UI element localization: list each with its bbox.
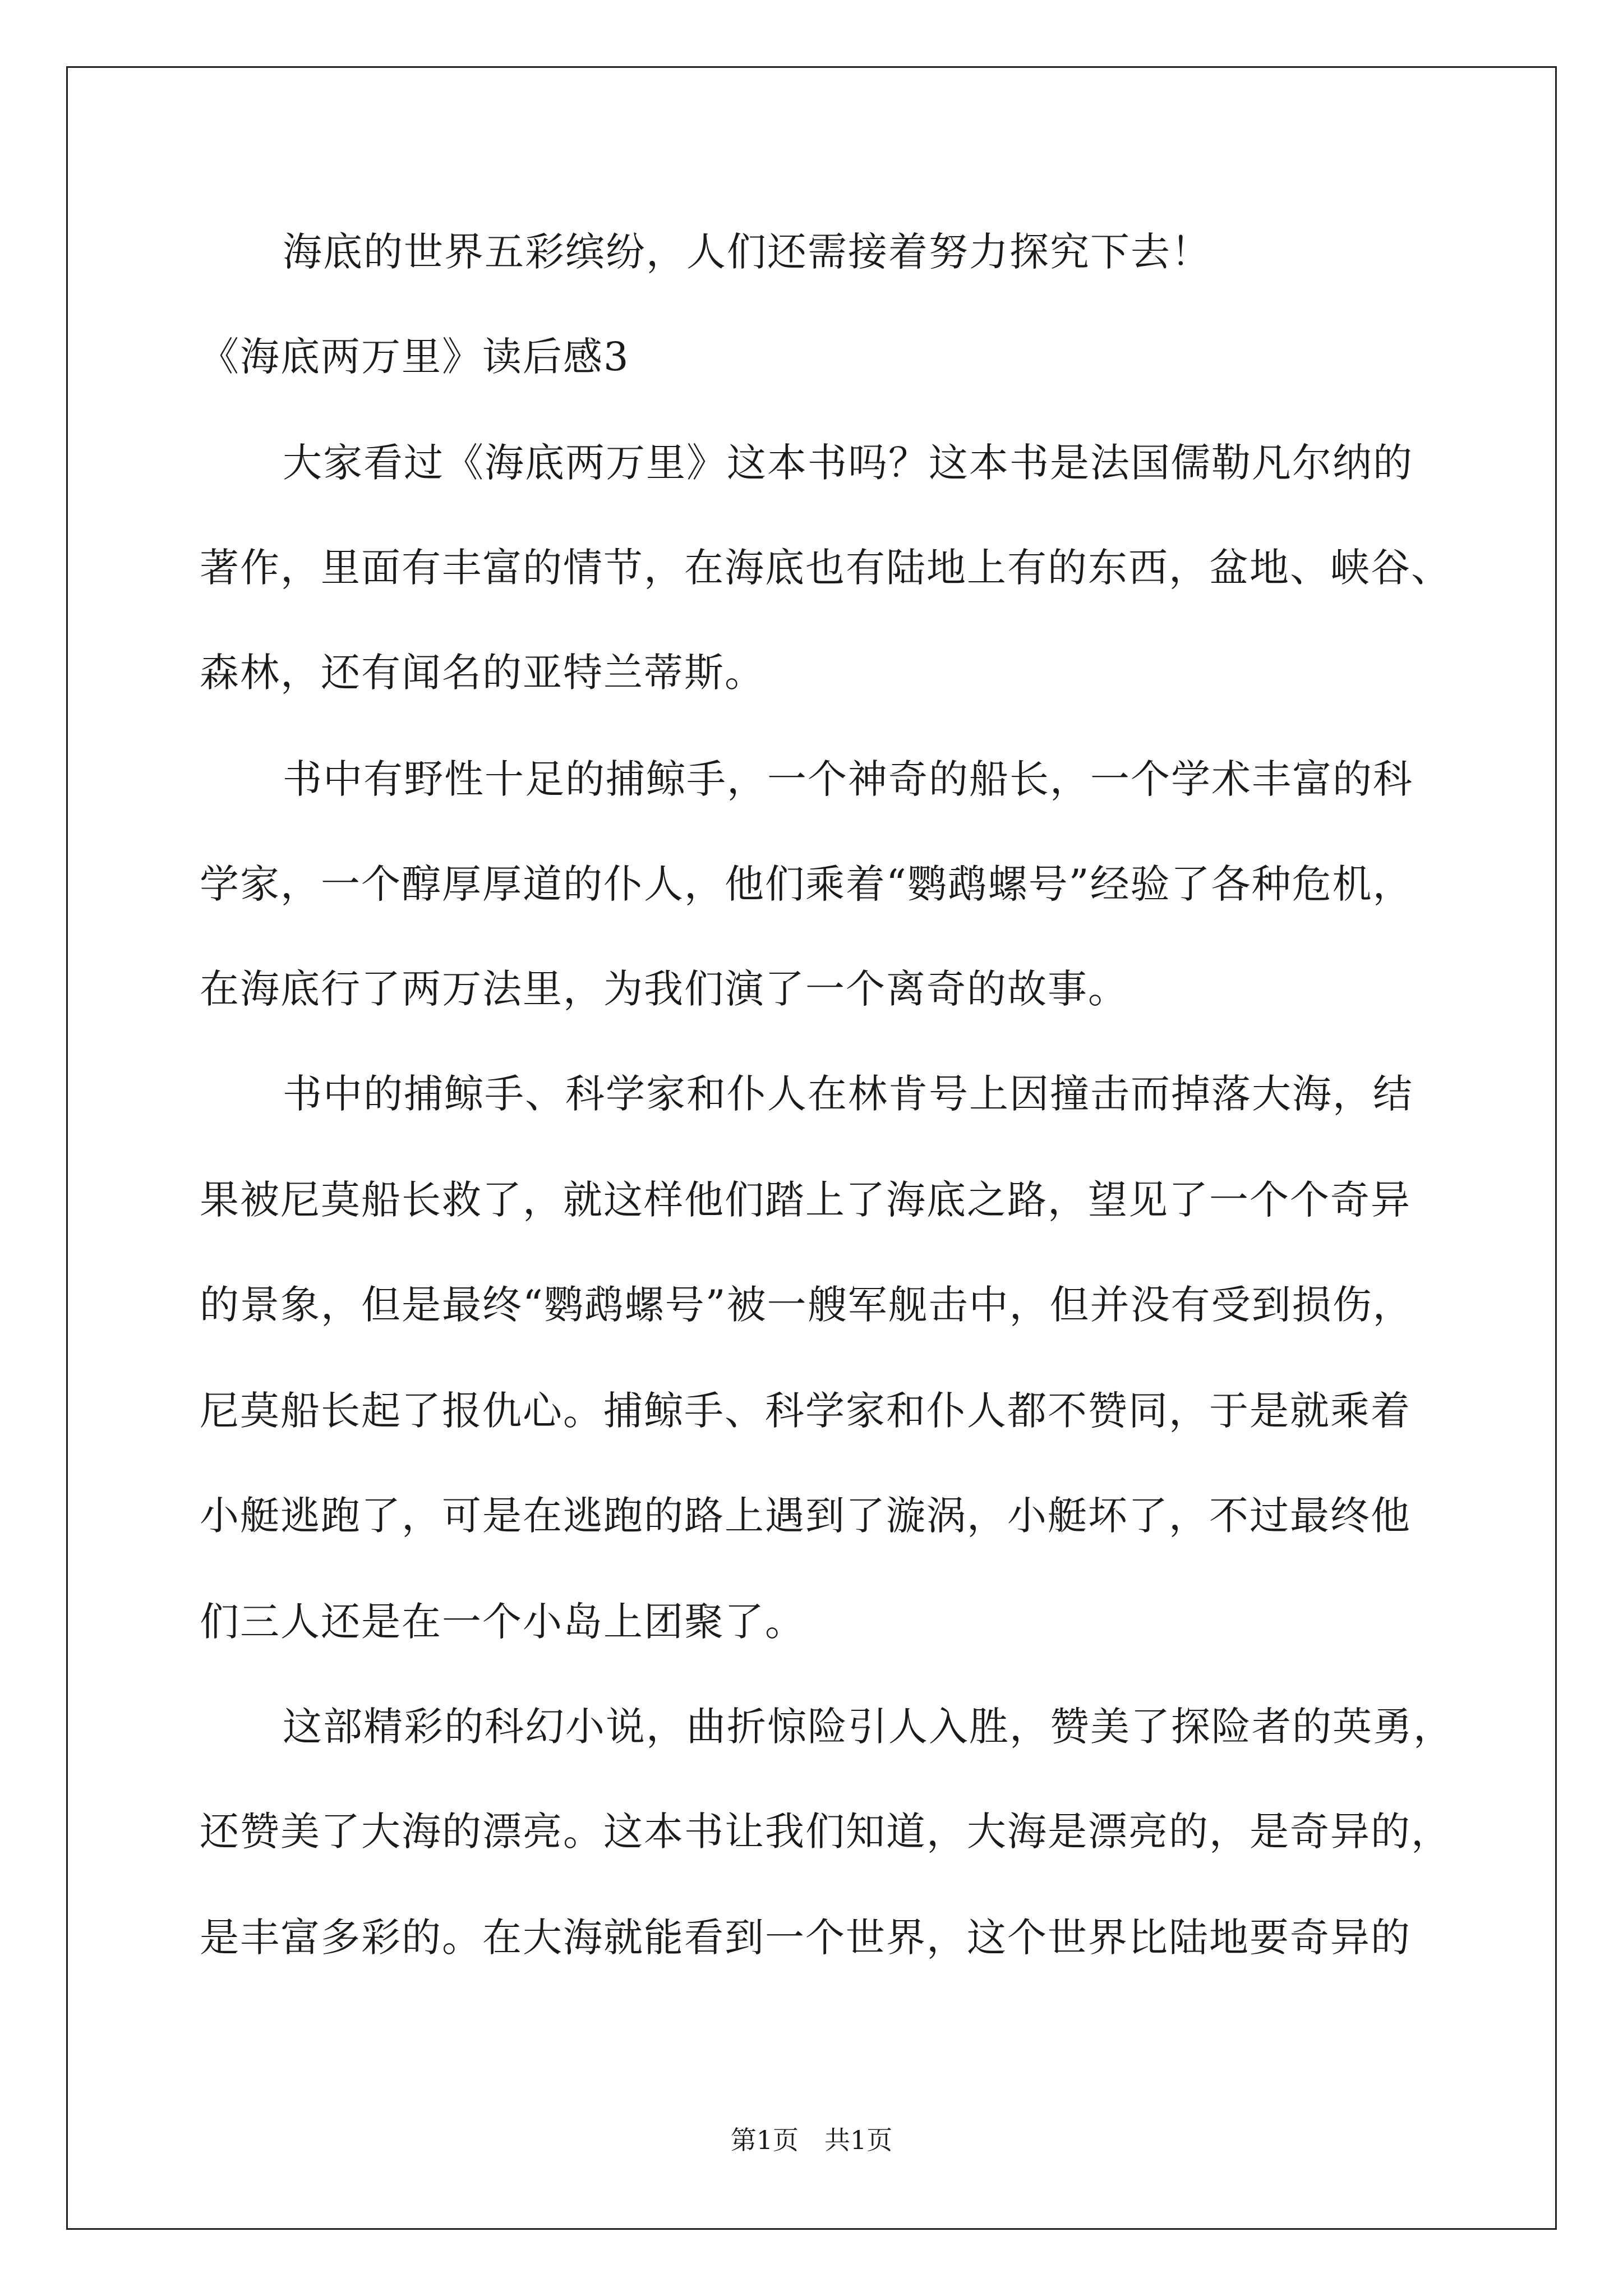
section-heading: 《海底两万里》读后感3 xyxy=(200,334,630,380)
paragraph-line: 在海底行了两万法里，为我们演了一个离奇的故事。 xyxy=(200,966,1128,1012)
paragraph-line: 这部精彩的科幻小说，曲折惊险引人入胜，赞美了探险者的英勇， xyxy=(283,1704,1454,1750)
page-border xyxy=(66,66,1557,2230)
paragraph-line: 森林，还有闻名的亚特兰蒂斯。 xyxy=(200,650,765,696)
paragraph-line: 还赞美了大海的漂亮。这本书让我们知道，大海是漂亮的，是奇异的， xyxy=(200,1809,1451,1855)
paragraph-line: 小艇逃跑了，可是在逃跑的路上遇到了漩涡，小艇坏了，不过最终他 xyxy=(200,1493,1411,1539)
paragraph-line: 的景象，但是最终“鹦鹉螺号”被一艘军舰击中，但并没有受到损伤， xyxy=(200,1282,1413,1328)
paragraph-line: 大家看过《海底两万里》这本书吗？这本书是法国儒勒凡尔纳的 xyxy=(283,440,1413,486)
paragraph-line: 尼莫船长起了报仇心。捕鲸手、科学家和仆人都不赞同，于是就乘着 xyxy=(200,1388,1411,1434)
paragraph-line: 是丰富多彩的。在大海就能看到一个世界，这个世界比陆地要奇异的 xyxy=(200,1915,1411,1961)
paragraph-line: 们三人还是在一个小岛上团聚了。 xyxy=(200,1599,805,1645)
paragraph-line: 著作，里面有丰富的情节，在海底也有陆地上有的东西，盆地、峡谷、 xyxy=(200,545,1451,591)
paragraph-line: 学家，一个醇厚厚道的仆人，他们乘着“鹦鹉螺号”经验了各种危机， xyxy=(200,861,1413,907)
paragraph-line: 书中有野性十足的捕鲸手，一个神奇的船长，一个学术丰富的科 xyxy=(283,756,1413,802)
paragraph-line: 果被尼莫船长救了，就这样他们踏上了海底之路，望见了一个个奇异 xyxy=(200,1177,1411,1223)
page-number-footer: 第1页 共1页 xyxy=(730,2125,893,2155)
paragraph-line: 书中的捕鲸手、科学家和仆人在林肯号上因撞击而掉落大海，结 xyxy=(283,1071,1413,1117)
paragraph-line: 海底的世界五彩缤纷，人们还需接着努力探究下去！ xyxy=(283,229,1211,275)
